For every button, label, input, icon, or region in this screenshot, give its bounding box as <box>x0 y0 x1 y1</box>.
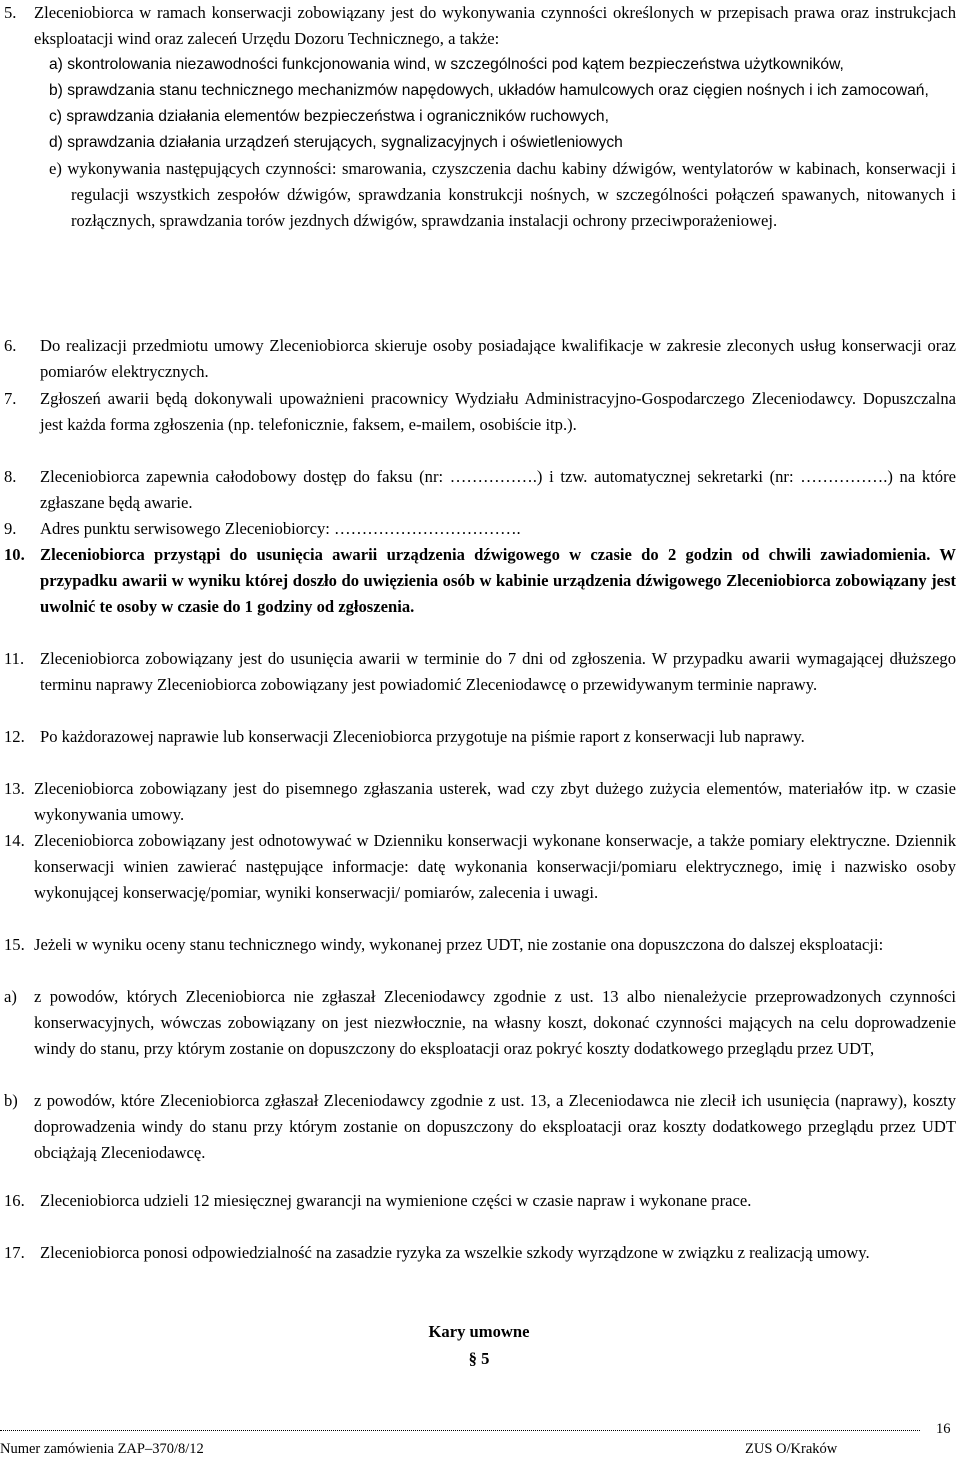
clause-14 <box>4 828 956 906</box>
clause-6 <box>4 333 956 385</box>
clause-number: 5. <box>4 3 17 22</box>
clause-letter: b) <box>4 1091 18 1110</box>
clause-text: Zgłoszeń awarii będą dokonywali upoważnieni pracownicy Wydziału Administracyjno-Gospodarczego Zleceniodawcy. Dopuszczalna jest każda forma zgłoszenia (np. telefonicznie, faksem, e-mailem, osobiście itp.). <box>40 389 956 434</box>
clause-5-sub-a <box>4 52 956 78</box>
clause-7 <box>4 386 956 438</box>
clause-13 <box>4 776 956 828</box>
sub-text: c) sprawdzania działania elementów bezpieczeństwa i ograniczników ruchowych, <box>49 108 609 125</box>
clause-number: 9. <box>4 519 17 538</box>
clause-number: 8. <box>4 467 17 486</box>
footer-rule <box>0 1430 920 1431</box>
section-number: § 5 <box>468 1349 490 1368</box>
clause-16 <box>4 1188 956 1214</box>
sub-text: e) wykonywania następujących czynności: smarowania, czyszczenia dachu kabiny dźwigów, wentylatorów w kabinach, konserwacji i regulacji wszystkich zespołów dźwigów, sprawdzania konstrukcji nośnych, w szczególności połączeń spawanych, nitowanych i rozłącznych, sprawdzania torów jezdnych dźwigów, sprawdzania instalacji ochrony przeciwporażeniowej. <box>49 159 956 230</box>
clause-letter: a) <box>4 987 17 1006</box>
section-heading <box>0 1318 958 1372</box>
clause-number: 16. <box>4 1191 25 1210</box>
clause-9 <box>4 516 956 542</box>
clause-5 <box>4 0 956 234</box>
clause-number: 6. <box>4 336 17 355</box>
page-number: 16 <box>936 1421 951 1437</box>
clause-text: z powodów, których Zleceniobiorca nie zgłaszał Zleceniodawcy zgodnie z ust. 13 albo nienależycie przeprowadzonych czynności konserwacyjnych, wówczas zobowiązany on jest niezwłocznie, na własny koszt, dokonać czynności mających na celu doprowadzenie windy do stanu, przy którym zostanie on dopuszczony do eksploatacji oraz pokryć koszty dodatkowego przeglądu przez UDT, <box>34 987 956 1058</box>
clause-text: Adres punktu serwisowego Zleceniobiorcy: ……………………………. <box>40 519 521 538</box>
clause-number: 13. <box>4 779 25 798</box>
clause-text: Zleceniobiorca zobowiązany jest odnotowywać w Dzienniku konserwacji wykonane konserwacje, a także pomiary elektryczne. Dziennik konserwacji winien zawierać następujące informacje: datę wykonania konserwacji/pomiaru elektrycznego, imię i nazwisko osoby wykonującej konserwację/pomiar, wyniki konserwacji/ pomiarów, zalecenia i uwagi. <box>34 831 956 902</box>
clause-text: Zleceniobiorca zapewnia całodobowy dostęp do faksu (nr: …………….) i tzw. automatycznej sekretarki (nr: …………….) na które zgłaszane będą awarie. <box>40 467 956 512</box>
sub-text: a) skontrolowania niezawodności funkcjonowania wind, w szczególności pod kątem bezpieczeństwa użytkowników, <box>49 56 844 73</box>
clause-number: 14. <box>4 831 25 850</box>
clause-number: 17. <box>4 1243 25 1262</box>
clause-17 <box>4 1240 956 1266</box>
clause-15 <box>4 932 956 958</box>
clause-11 <box>4 646 956 698</box>
clause-text: Zleceniobiorca ponosi odpowiedzialność na zasadzie ryzyka za wszelkie szkody wyrządzone w związku z realizacją umowy. <box>40 1243 870 1262</box>
clause-number: 7. <box>4 389 17 408</box>
clause-text: Zleceniobiorca w ramach konserwacji zobowiązany jest do wykonywania czynności określonych w przepisach prawa oraz instrukcjach eksploatacji wind oraz zaleceń Urzędu Dozoru Technicznego, a także: <box>34 3 956 48</box>
clause-5-sub-e <box>4 156 956 234</box>
clause-10 <box>4 542 956 620</box>
clause-text: Zleceniobiorca przystąpi do usunięcia awarii urządzenia dźwigowego w czasie do 2 godzin od chwili zawiadomienia. W przypadku awarii w wyniku której doszło do uwięzienia osób w kabinie urządzenia dźwigowego Zleceniobiorca zobowiązany jest uwolnić te osoby w czasie do 1 godziny od zgłoszenia. <box>40 545 956 616</box>
clause-text: z powodów, które Zleceniobiorca zgłaszał Zleceniodawcy zgodnie z ust. 13, a Zleceniodawca nie zlecił ich usunięcia (naprawy), koszty doprowadzenia windy do stanu przy którym zostanie on dopuszczony do eksploatacji oraz koszty dodatkowego przeglądu przez UDT obciążają Zleceniodawcę. <box>34 1091 956 1162</box>
clause-15-a <box>4 984 956 1062</box>
clause-5-sub-c <box>4 104 956 130</box>
clause-8 <box>4 464 956 516</box>
clause-12 <box>4 724 956 750</box>
sub-text: b) sprawdzania stanu technicznego mechanizmów napędowych, układów hamulcowych oraz cięgien nośnych i ich zamocowań, <box>49 82 929 99</box>
clause-text: Zleceniobiorca zobowiązany jest do pisemnego zgłaszania usterek, wad czy zbyt dużego zużycia elementów, materiałów itp. w czasie wykonywania umowy. <box>34 779 956 824</box>
sub-text: d) sprawdzania działania urządzeń sterujących, sygnalizacyjnych i oświetleniowych <box>49 134 623 151</box>
clause-5-sub-b <box>4 78 956 104</box>
clause-5-sub-d <box>4 130 956 156</box>
footer-order-number: Numer zamówienia ZAP–370/8/12 <box>0 1441 204 1457</box>
clause-15-b <box>4 1088 956 1166</box>
clause-text: Po każdorazowej naprawie lub konserwacji Zleceniobiorca przygotuje na piśmie raport z konserwacji lub naprawy. <box>40 727 805 746</box>
clause-number: 11. <box>4 649 25 668</box>
clause-text: Zleceniobiorca udzieli 12 miesięcznej gwarancji na wymienione części w czasie napraw i wykonane prace. <box>40 1191 752 1210</box>
clause-number: 12. <box>4 727 25 746</box>
clause-number: 10. <box>4 545 25 564</box>
clause-text: Zleceniobiorca zobowiązany jest do usunięcia awarii w terminie do 7 dni od zgłoszenia. W przypadku awarii wymagającej dłuższego terminu naprawy Zleceniobiorca zobowiązany jest powiadomić Zleceniodawcę o przewidywanym terminie naprawy. <box>40 649 956 694</box>
footer-office: ZUS O/Kraków <box>745 1441 838 1457</box>
clause-number: 15. <box>4 935 25 954</box>
section-title: Kary umowne <box>428 1322 530 1341</box>
clause-text: Jeżeli w wyniku oceny stanu technicznego windy, wykonanej przez UDT, nie zostanie ona dopuszczona do dalszej eksploatacji: <box>34 935 884 954</box>
clause-text: Do realizacji przedmiotu umowy Zleceniobiorca skieruje osoby posiadające kwalifikacje w zakresie zleconych usług konserwacji oraz pomiarów elektrycznych. <box>40 336 956 381</box>
